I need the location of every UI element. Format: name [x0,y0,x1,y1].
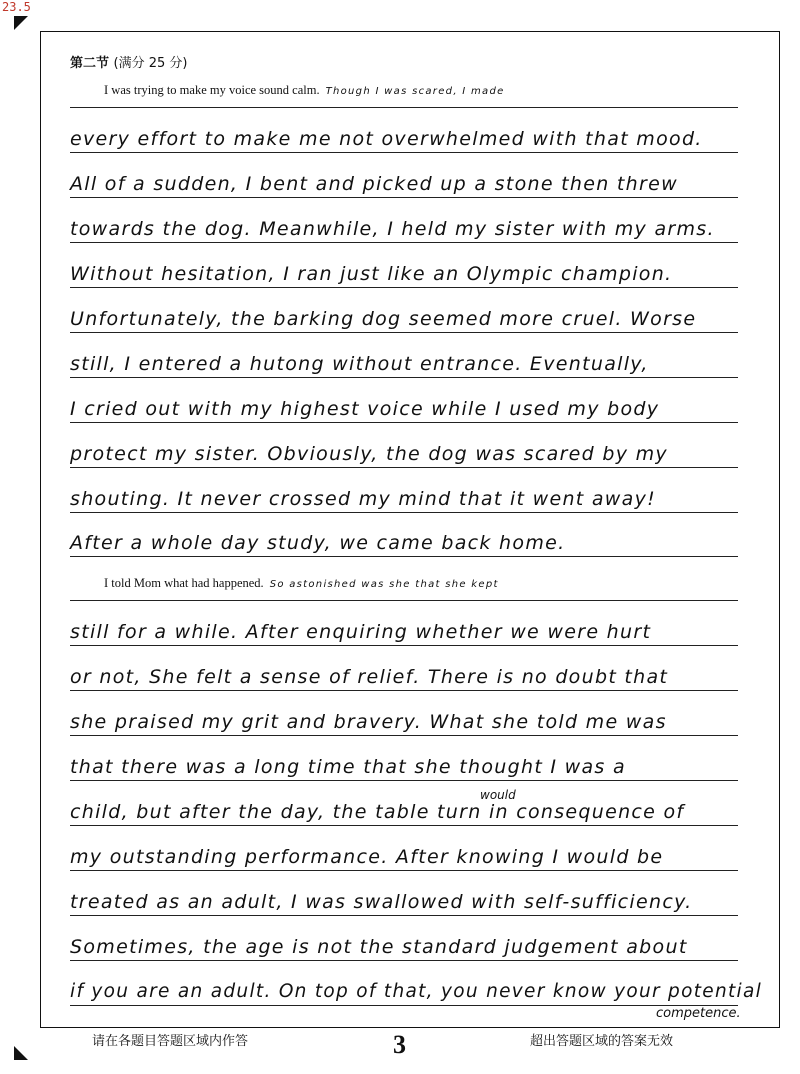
rule-line [70,960,738,961]
paragraph1-first-line [104,83,800,98]
score-mark: 23.5 [2,0,31,14]
handwritten-line: that there was a long time that she thought I was a [70,756,626,778]
handwritten-line: So astonished was she that she kept [269,579,499,590]
handwritten-line: treated as an adult, I was swallowed with self-sufficiency. [70,891,693,913]
handwritten-line: Without hesitation, I ran just like an Olympic champion. [70,263,673,285]
handwritten-line: protect my sister. Obviously, the dog was scared by my [70,443,668,465]
rule-line [70,152,738,153]
rule-line [70,107,738,108]
rule-line [70,735,738,736]
footer-warning: 超出答题区域的答案无效 [530,1034,674,1049]
rule-line [70,780,738,781]
handwritten-line: Sometimes, the age is not the standard judgement about [70,936,688,958]
rule-line [70,242,738,243]
rule-line [70,600,738,601]
rule-line [70,690,738,691]
rule-line [70,287,738,288]
rule-line [70,645,738,646]
paragraph2-prompt: I told Mom what had happened. [104,576,264,590]
insertion-competence: competence. [656,1006,741,1021]
handwritten-line: if you are an adult. On top of that, you never know your potential [70,981,763,1002]
paragraph2-first-line [104,576,800,591]
rule-line [70,915,738,916]
corner-marker-bottom [14,1046,28,1060]
page-number: 3 [393,1030,406,1059]
rule-line [70,377,738,378]
handwritten-line: child, but after the day, the table turn in consequence of [70,801,685,823]
handwritten-line: still for a while. After enquiring whether we were hurt [70,621,652,643]
handwritten-line: I cried out with my highest voice while I used my body [70,398,660,420]
footer-instruction: 请在各题目答题区域内作答 [92,1034,249,1049]
handwritten-line: Unfortunately, the barking dog seemed more cruel. Worse [70,308,697,330]
insertion-would: would [480,788,516,802]
rule-line [70,422,738,423]
rule-line [70,512,738,513]
handwritten-line: Though I was scared, I made [325,86,505,97]
handwritten-line: towards the dog. Meanwhile, I held my sister with my arms. [70,218,715,240]
handwritten-line: shouting. It never crossed my mind that it went away! [70,488,657,510]
rule-line [70,870,738,871]
rule-line [70,332,738,333]
handwritten-line: After a whole day study, we came back home. [70,532,566,554]
handwritten-line: still, I entered a hutong without entrance. Eventually, [70,353,649,375]
rule-line [70,1005,738,1006]
paragraph1-prompt: I was trying to make my voice sound calm. [104,83,320,97]
handwritten-line: my outstanding performance. After knowing I would be [70,846,664,868]
rule-line [70,197,738,198]
rule-line [70,467,738,468]
section-points: (满分 25 分) [113,56,188,71]
section-header [70,52,188,71]
section-title: 第二节 [70,56,110,71]
handwritten-line: every effort to make me not overwhelmed with that mood. [70,128,703,150]
handwritten-line: All of a sudden, I bent and picked up a stone then threw [70,173,678,195]
rule-line [70,825,738,826]
handwritten-line: she praised my grit and bravery. What she told me was [70,711,667,733]
rule-line [70,556,738,557]
corner-marker-top [14,16,28,30]
handwritten-line: or not, She felt a sense of relief. There is no doubt that [70,666,669,688]
